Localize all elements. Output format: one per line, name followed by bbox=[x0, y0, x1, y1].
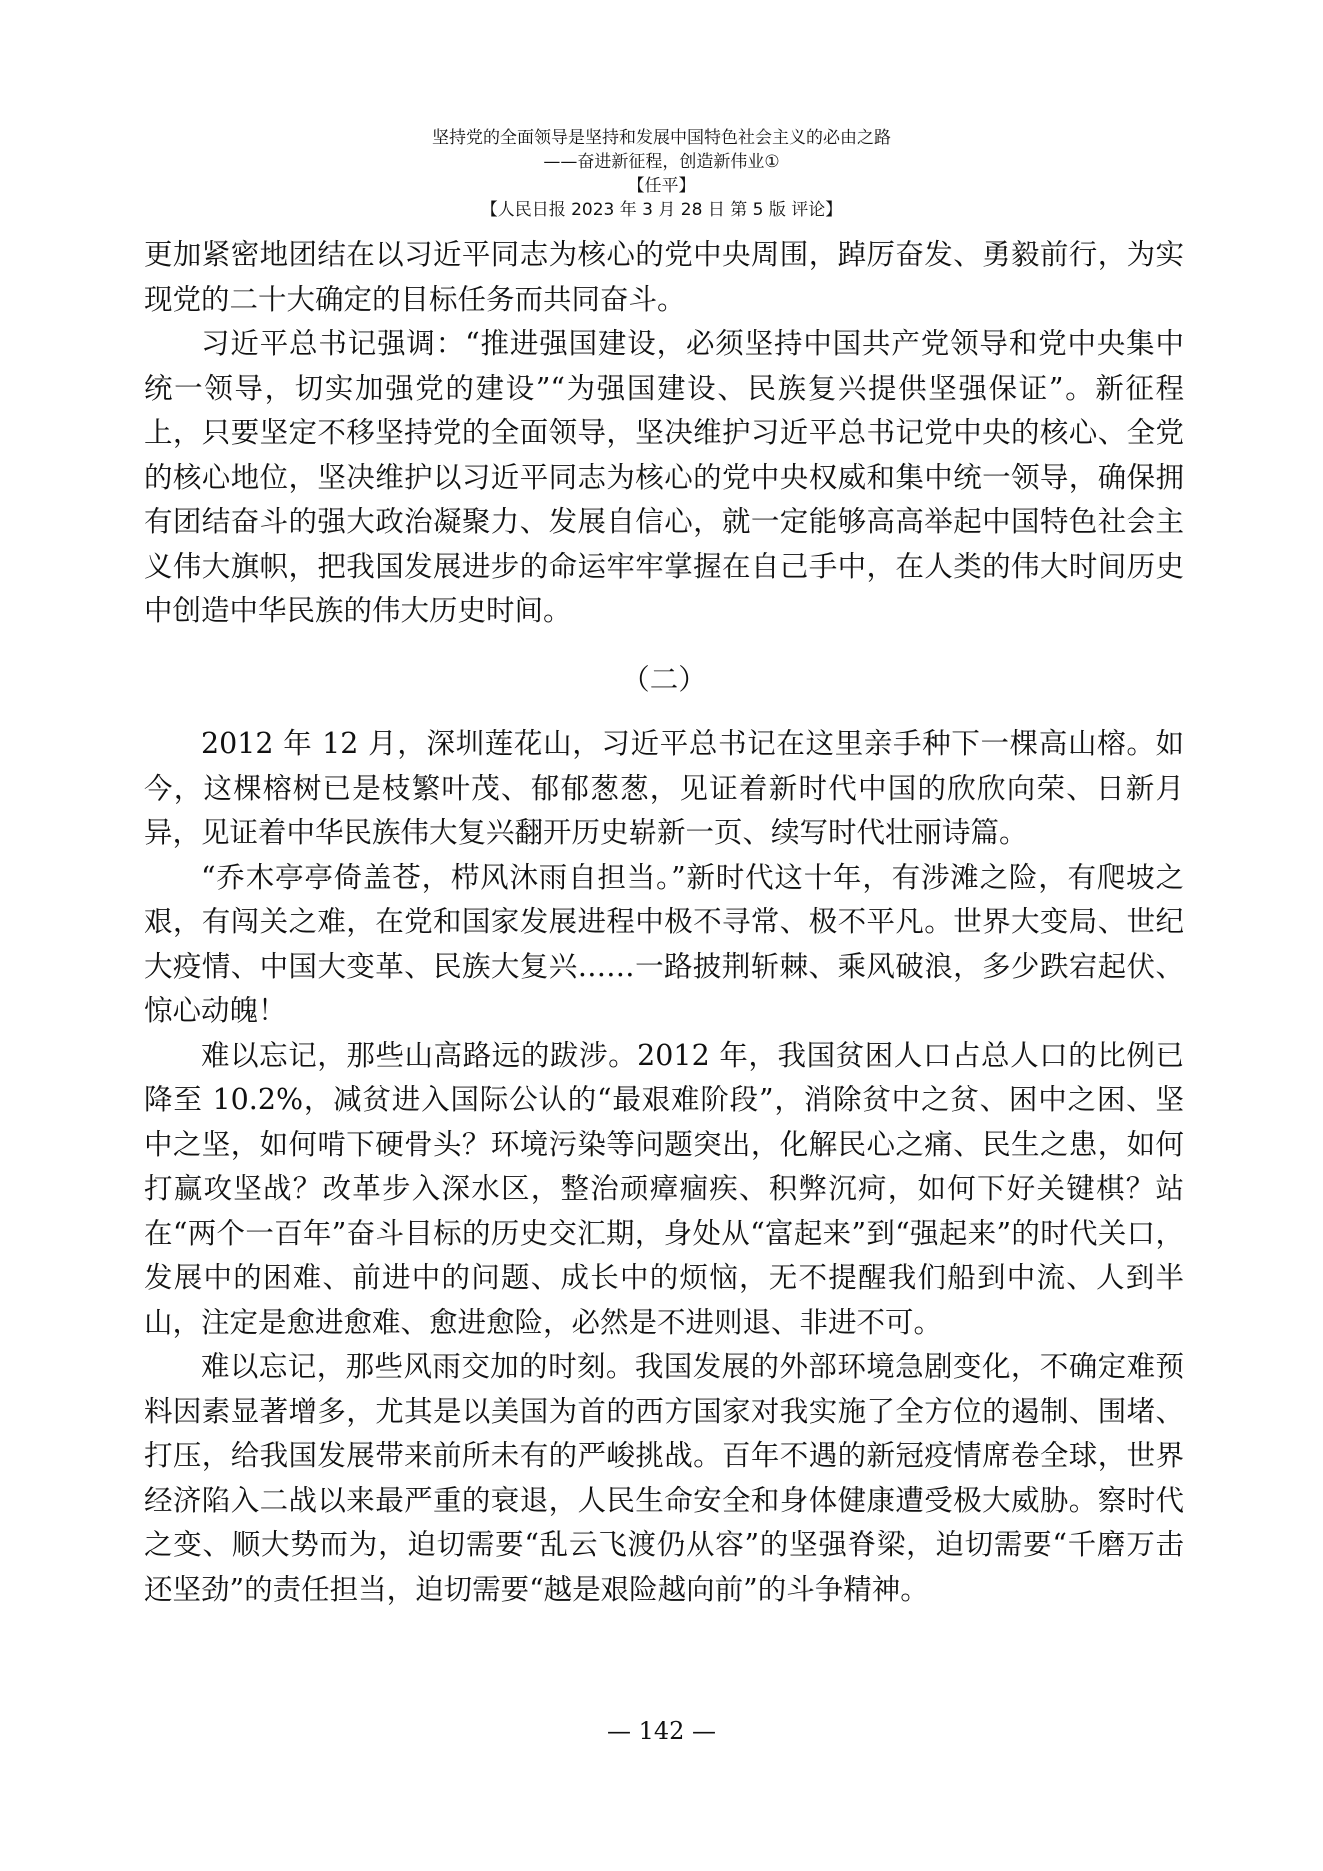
article-body bbox=[144, 233, 1184, 1612]
article-author: 【任平】 bbox=[627, 176, 696, 196]
paragraph: 习近平总书记强调：“推进强国建设，必须坚持中国共产党领导和党中央集中统一领导，切实加强党的建设”“为强国建设、民族复兴提供坚强保证”。新征程上，只要坚定不移坚持党的全面领导，坚决维护习近平总书记党中央的核心、全党的核心地位，坚决维护以习近平同志为核心的党中央权威和集中统一领导，确保拥有团结奋斗的强大政治凝聚力、发展自信心，就一定能够高高举起中国特色社会主义伟大旗帜，把我国发展进步的命运牢牢掌握在自己手中，在人类的伟大时间历史中创造中华民族的伟大历史时间。 bbox=[144, 327, 1184, 627]
article-source: 【人民日报 2023 年 3 月 28 日 第 5 版 评论】 bbox=[480, 200, 843, 220]
paragraph: 难以忘记，那些山高路远的跋涉。2012 年，我国贫困人口占总人口的比例已降至 10.2%，减贫进入国际公认的“最艰难阶段”，消除贫中之贫、困中之困、坚中之坚，如何啃下硬骨头？环境污染等问题突出，化解民心之痛、民生之患，如何打赢攻坚战？改革步入深水区，整治顽瘴痼疾、积弊沉疴，如何下好关键棋？站在“两个一百年”奋斗目标的历史交汇期，身处从“富起来”到“强起来”的时代关口，发展中的困难、前进中的问题、成长中的烦恼，无不提醒我们船到中流、人到半山，注定是愈进愈难、愈进愈险，必然是不进则退、非进不可。 bbox=[144, 1038, 1184, 1339]
article-subtitle: ——奋进新征程，创造新伟业① bbox=[543, 152, 780, 172]
paragraph: “乔木亭亭倚盖苍，栉风沐雨自担当。”新时代这十年，有涉滩之险，有爬坡之艰，有闯关之难，在党和国家发展进程中极不寻常、极不平凡。世界大变局、世纪大疫情、中国大变革、民族大复兴……一路披荆斩棘、乘风破浪，多少跌宕起伏、惊心动魄！ bbox=[144, 860, 1184, 1027]
article-title: 坚持党的全面领导是坚持和发展中国特色社会主义的必由之路 bbox=[432, 128, 891, 148]
article-header bbox=[0, 126, 1323, 222]
paragraph: 2012 年 12 月，深圳莲花山，习近平总书记在这里亲手种下一棵高山榕。如今，这棵榕树已是枝繁叶茂、郁郁葱葱，见证着新时代中国的欣欣向荣、日新月异，见证着中华民族伟大复兴翻开历史崭新一页、续写时代壮丽诗篇。 bbox=[144, 727, 1184, 849]
section-heading: （二） bbox=[621, 662, 707, 696]
paragraph-continued: 更加紧密地团结在以习近平同志为核心的党中央周围，踔厉奋发、勇毅前行，为实现党的二十大确定的目标任务而共同奋斗。 bbox=[144, 238, 1184, 316]
paragraph: 难以忘记，那些风雨交加的时刻。我国发展的外部环境急剧变化，不确定难预料因素显著增多，尤其是以美国为首的西方国家对我实施了全方位的遏制、围堵、打压，给我国发展带来前所未有的严峻挑战。百年不遇的新冠疫情席卷全球，世界经济陷入二战以来最严重的衰退，人民生命安全和身体健康遭受极大威胁。察时代之变、顺大势而为，迫切需要“乱云飞渡仍从容”的坚强脊梁，迫切需要“千磨万击还坚劲”的责任担当，迫切需要“越是艰险越向前”的斗争精神。 bbox=[144, 1350, 1184, 1606]
page-number: — 142 — bbox=[606, 1717, 717, 1745]
